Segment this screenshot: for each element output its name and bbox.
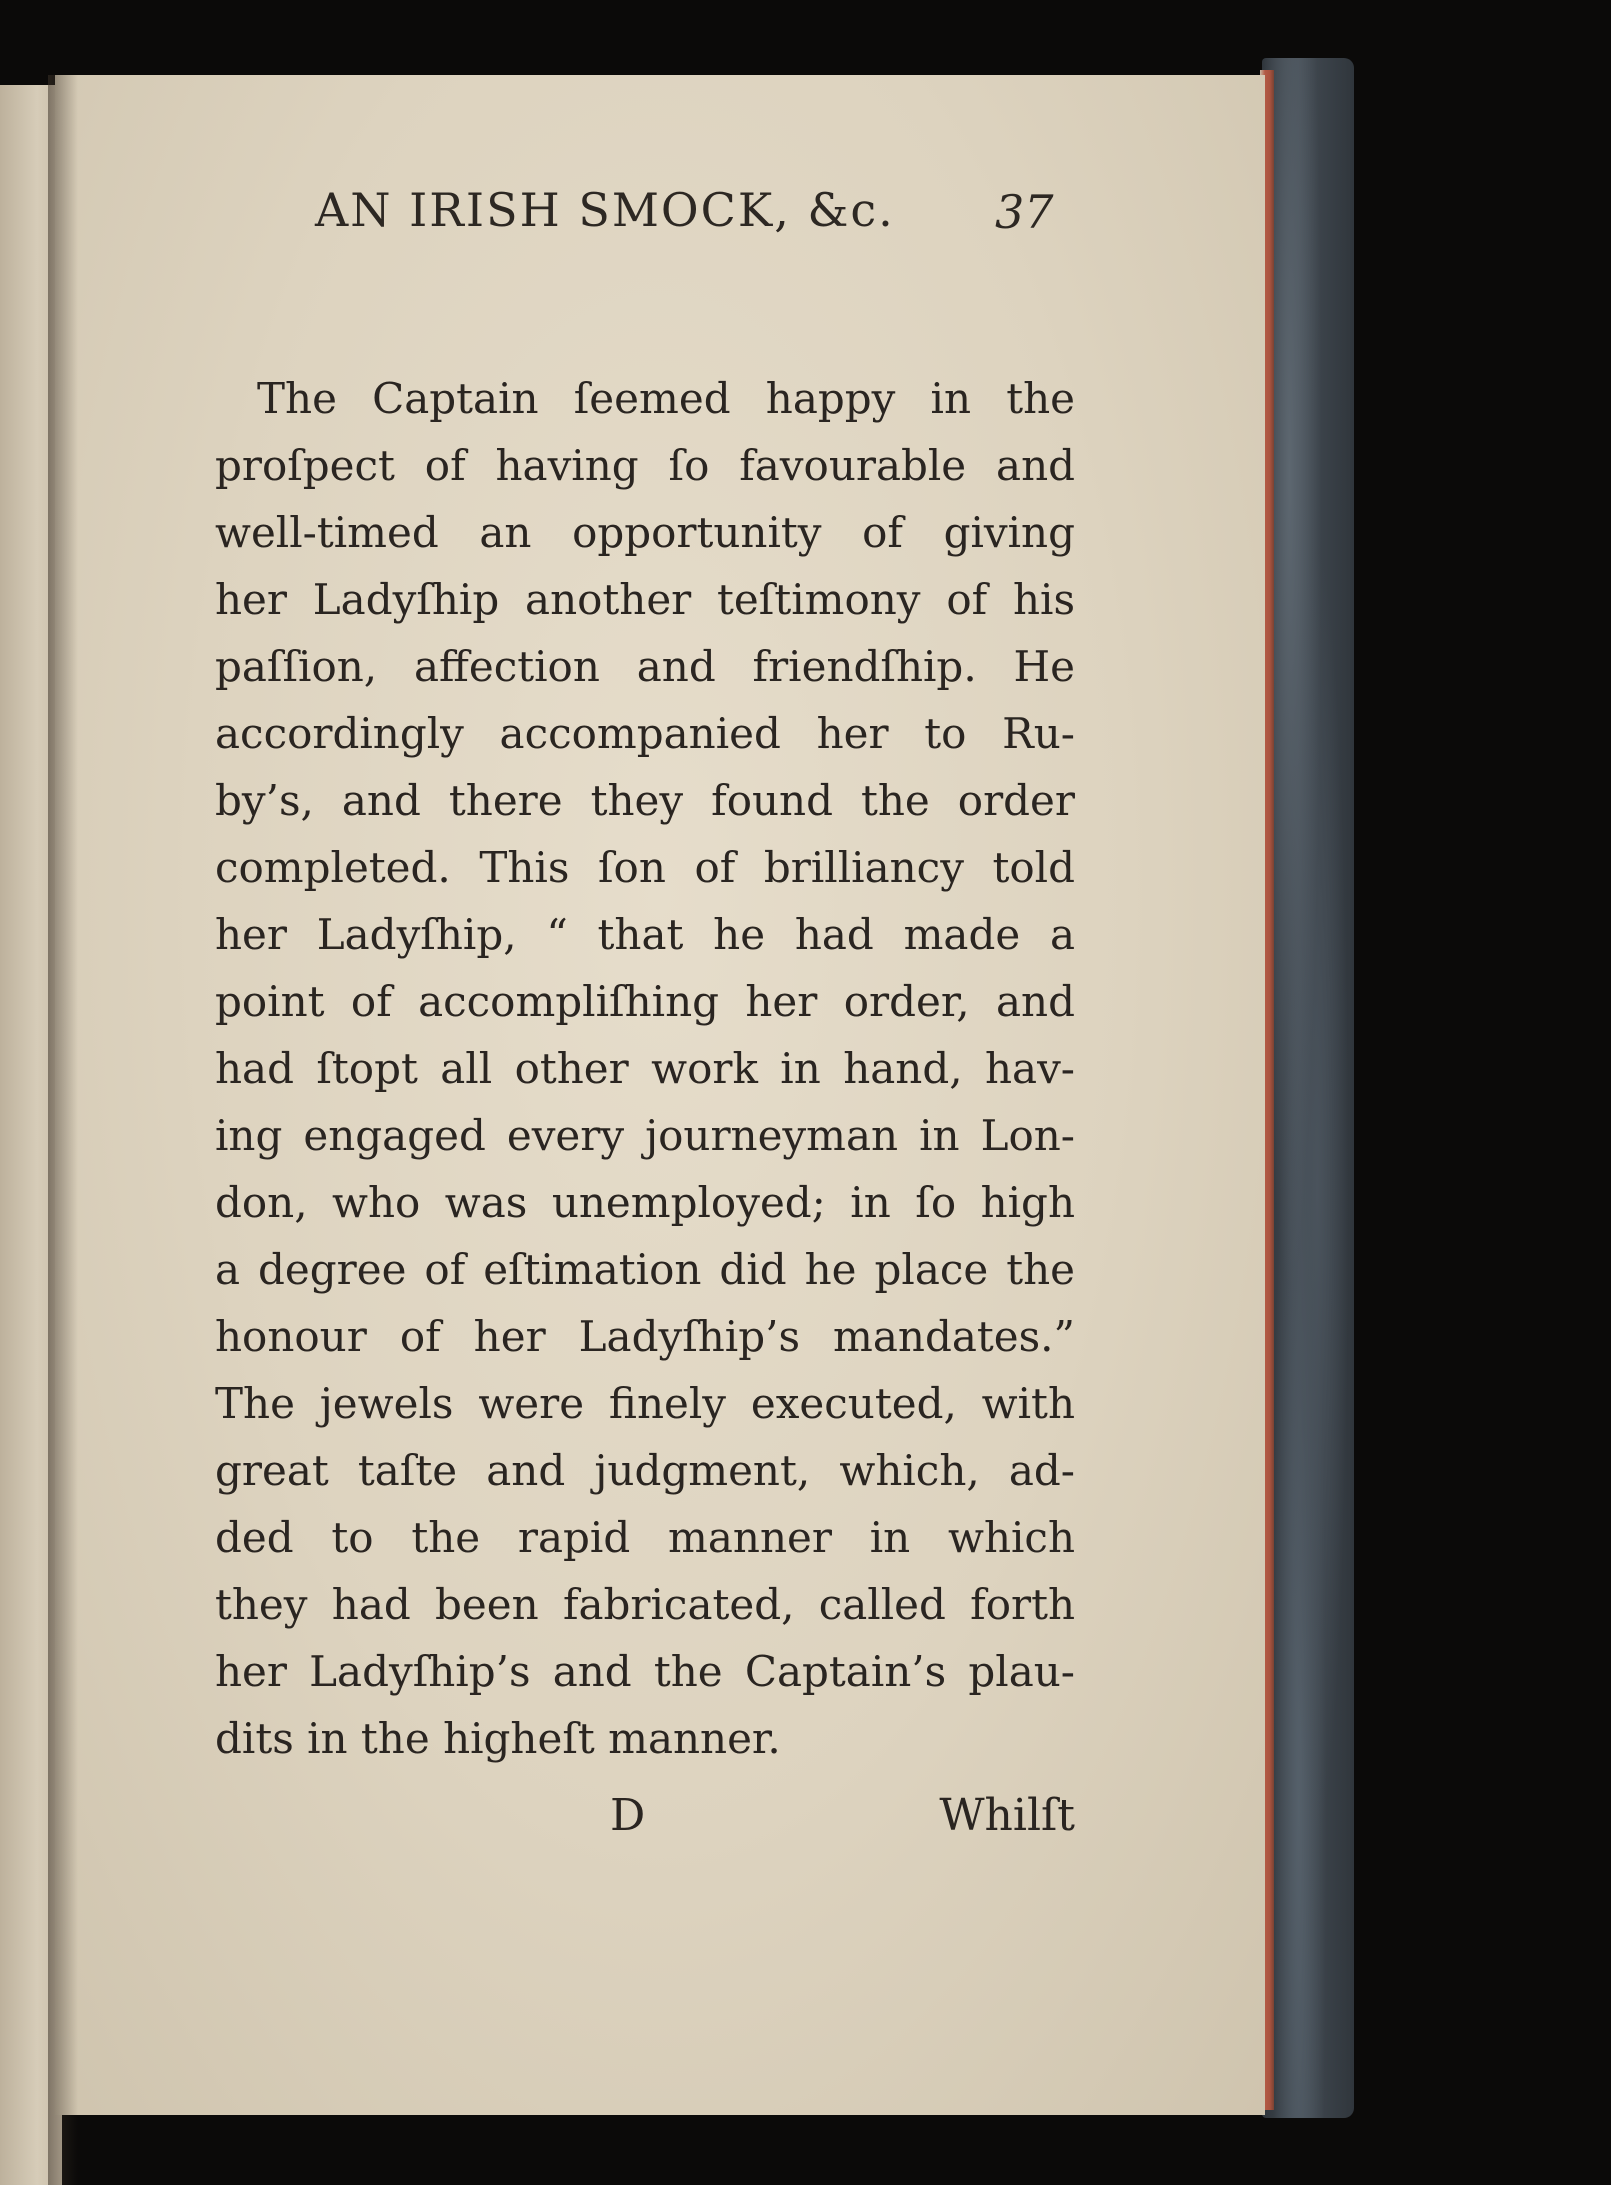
text-line: The Captain ſeemed happy in the	[257, 374, 1075, 423]
page-footer	[215, 1790, 1075, 1860]
page-number: 37	[995, 185, 1054, 239]
text-line: had ſtopt all other work in hand, hav-	[215, 1044, 1075, 1093]
text-line: her Ladyſhip’s and the Captain’s plau-	[215, 1647, 1075, 1696]
catchword: Whilſt	[939, 1790, 1075, 1841]
text-line: ing engaged every journeyman in Lon-	[215, 1111, 1075, 1160]
text-line: completed. This ſon of brilliancy told	[215, 843, 1075, 892]
text-line: great taſte and judgment, which, ad-	[215, 1446, 1075, 1495]
text-line: well-timed an opportunity of giving	[215, 508, 1075, 557]
text-line: paſſion, affection and friendſhip. He	[215, 642, 1075, 691]
running-title: AN IRISH SMOCK, &c.	[315, 183, 895, 237]
text-line: a degree of eſtimation did he place the	[215, 1245, 1075, 1294]
text-line: they had been fabricated, called forth	[215, 1580, 1075, 1629]
text-line: her Ladyſhip, “ that he had made a	[215, 910, 1075, 959]
signature-mark: D	[610, 1790, 646, 1841]
gutter-shadow	[48, 75, 78, 2185]
book-cover-board	[1262, 58, 1354, 2118]
body-text	[215, 365, 1075, 1772]
running-head	[255, 183, 1055, 263]
text-line: by’s, and there they found the order	[215, 776, 1075, 825]
text-line: her Ladyſhip another teſtimony of his	[215, 575, 1075, 624]
text-line: honour of her Ladyſhip’s mandates.”	[215, 1312, 1075, 1361]
text-line: point of accompliſhing her order, and	[215, 977, 1075, 1026]
text-line: don, who was unemployed; in ſo high	[215, 1178, 1075, 1227]
text-line: accordingly accompanied her to Ru-	[215, 709, 1075, 758]
text-line: ded to the rapid manner in which	[215, 1513, 1075, 1562]
text-line: proſpect of having ſo favourable and	[215, 441, 1075, 490]
text-line: dits in the higheſt manner.	[215, 1714, 781, 1763]
text-line: The jewels were finely executed, with	[215, 1379, 1075, 1428]
